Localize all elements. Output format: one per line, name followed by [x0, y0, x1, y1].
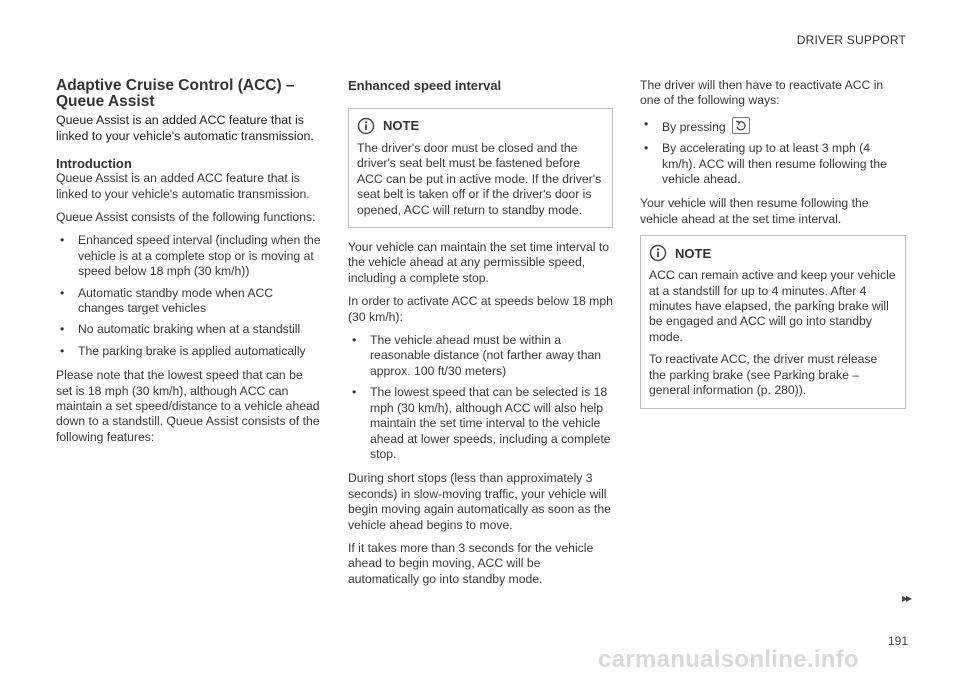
list-item-text: By pressing: [662, 119, 726, 134]
note-box: [640, 235, 906, 408]
note-title: [357, 117, 604, 135]
list-item: • By accelerating up to at least 3 mph (4 km/h). ACC will then resume following the vehicle ahead.: [640, 141, 906, 187]
intro-paragraph-3: Please note that the lowest speed that can be set is 18 mph (30 km/h), although ACC can maintain a set speed/distance to a vehicle ahead down to a standstill. Queue Assist consists of the following features:: [56, 368, 320, 444]
paragraph: In order to activate ACC at speeds below 18 mph (30 km/h):: [348, 294, 613, 324]
resume-button-icon: [732, 117, 750, 134]
introduction-heading: Introduction: [56, 156, 132, 172]
watermark: carmanualsonline.info: [598, 646, 860, 673]
intro-paragraph-2: Queue Assist consists of the following functions:: [56, 210, 316, 224]
column-right: [640, 78, 906, 421]
list-item: • The lowest speed that can be selected is 18 mph (30 km/h), although ACC will also help maintain the set time interval to the vehicle ahead at lower speeds, including a complete stop.: [348, 385, 613, 462]
info-icon: [357, 117, 375, 135]
functions-list: [56, 233, 322, 359]
paragraph: During short stops (less than approximately 3 seconds) in slow-moving traffic, your vehicle will begin moving again automatically as soon as the vehicle ahead begins to move.: [348, 471, 611, 532]
reactivation-list: [640, 117, 906, 188]
conditions-list: [348, 333, 613, 462]
paragraph: If it takes more than 3 seconds for the vehicle ahead to begin moving, ACC will be automatically go into standby mode.: [348, 540, 594, 586]
enhanced-speed-heading: Enhanced speed interval: [348, 78, 502, 93]
list-item: • Enhanced speed interval (including when the vehicle is at a complete stop or is moving at speed below 18 mph (30 km/h)): [56, 233, 322, 279]
section-header: DRIVER SUPPORT: [796, 33, 906, 47]
paragraph: Your vehicle can maintain the set time interval to the vehicle ahead at any permissible speed, including a complete stop.: [348, 240, 610, 285]
note-title: [649, 244, 897, 262]
note-text: The driver's door must be closed and the driver's seat belt must be fastened before ACC can be put in active mode. If the driver's seat belt is taken off or if the driver's door is opened, ACC will return to standby mode.: [357, 141, 602, 217]
list-item: • The parking brake is applied automatically: [56, 344, 322, 359]
list-item: [640, 117, 906, 135]
page-title: Adaptive Cruise Control (ACC) – Queue Assist: [56, 77, 295, 110]
lead-paragraph: Queue Assist is an added ACC feature that is linked to your vehicle's automatic transmission.: [56, 113, 314, 143]
paragraph: The driver will then have to reactivate ACC in one of the following ways:: [640, 78, 884, 108]
column-middle: [348, 78, 613, 595]
paragraph: Your vehicle will then resume following the vehicle ahead at the set time interval.: [640, 196, 869, 226]
list-item: • No automatic braking when at a standstill: [56, 322, 322, 337]
intro-paragraph-1: Queue Assist is an added ACC feature that is linked to your vehicle's automatic transmission.: [56, 171, 310, 201]
note-text: To reactivate ACC, the driver must release the parking brake (see Parking brake – general information (p. 280)).: [649, 352, 878, 398]
list-item: • Automatic standby mode when ACC changes target vehicles: [56, 286, 322, 317]
list-item: • The vehicle ahead must be within a reasonable distance (not farther away than approx. 100 ft/30 meters): [348, 333, 613, 379]
column-left: [56, 78, 322, 453]
note-box: [348, 108, 613, 228]
next-page-arrows-icon: ▸▸: [901, 591, 910, 605]
page-number: 191: [887, 634, 908, 648]
note-label: NOTE: [675, 245, 712, 261]
note-label: NOTE: [383, 118, 420, 134]
info-icon: [649, 244, 667, 262]
note-text: ACC can remain active and keep your vehicle at a standstill for up to 4 minutes. After 4 minutes have elapsed, the parking brake will be engaged and ACC will go into standby mode.: [649, 268, 896, 344]
